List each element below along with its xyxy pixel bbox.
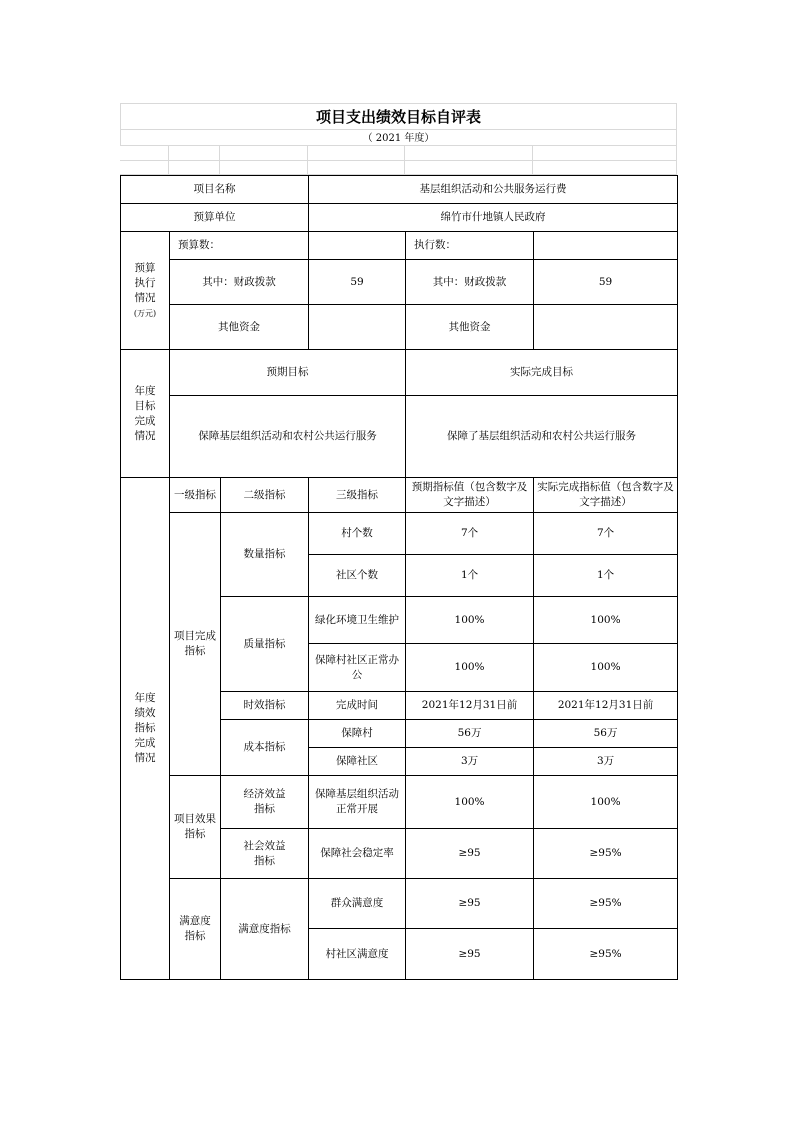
project-name-row [121,176,678,204]
budget-unit-row [121,204,678,232]
group-satisfaction [170,879,221,980]
indicator-name: 社区个数 [309,555,406,597]
expected-goal-text: 保障基层组织活动和农村公共运行服务 [170,396,406,478]
group-completion [170,513,221,776]
fiscal-value: 59 [309,260,406,305]
indicator-expected: ≥95 [406,829,534,879]
sub-quantity: 数量指标 [221,513,309,597]
sub-cost: 成本指标 [221,720,309,776]
indicator-expected: 100% [406,597,534,644]
indicator-expected: 100% [406,644,534,692]
indicator-name: 保障社区 [309,748,406,776]
other-funds-row [121,305,678,350]
indicator-expected: ≥95 [406,879,534,929]
indicators-section-text: 年度绩效指标完成情况 [134,692,156,764]
fiscal-value-exec: 59 [534,260,678,305]
sub-satisfaction: 满意度指标 [221,879,309,980]
indicator-name: 绿化环境卫生维护 [309,597,406,644]
indicator-actual: ≥95% [534,879,678,929]
indicator-name: 群众满意度 [309,879,406,929]
budget-section-unit: (万元) [133,308,157,318]
indicator-name: 保障社会稳定率 [309,829,406,879]
indicator-actual: ≥95% [534,929,678,980]
indicator-expected: 100% [406,776,534,829]
indicator-name: 村社区满意度 [309,929,406,980]
group-effect-text: 项目效果指标 [174,813,216,840]
sub-quality: 质量指标 [221,597,309,692]
evaluation-sheet [120,103,677,980]
other-funds-label: 其他资金 [170,305,309,350]
sub-timeliness: 时效指标 [221,692,309,720]
budget-unit-label: 预算单位 [121,204,309,232]
actual-goal-header: 实际完成目标 [406,350,678,396]
fiscal-label: 其中：财政拨款 [170,260,309,305]
year-label: （ 2021 年度） [120,129,677,146]
sub-economic-text: 经济效益指标 [243,788,286,815]
sub-economic [221,776,309,829]
indicator-actual: 100% [534,776,678,829]
expected-goal-header: 预期目标 [170,350,406,396]
goals-section-label [121,350,170,478]
indicators-header-row [121,478,678,513]
exec-value [534,232,678,260]
indicator-expected: ≥95 [406,929,534,980]
indicator-actual: ≥95% [534,829,678,879]
indicator-expected: 3万 [406,748,534,776]
fiscal-row [121,260,678,305]
col-level2: 二级指标 [221,478,309,513]
indicator-actual: 100% [534,597,678,644]
indicator-expected: 2021年12月31日前 [406,692,534,720]
indicator-actual: 2021年12月31日前 [534,692,678,720]
budget-section-label [121,232,170,350]
grid-line [120,160,677,161]
group-effect [170,776,221,879]
indicators-section-label [121,478,170,980]
sub-social-text: 社会效益指标 [243,839,286,867]
project-name-value: 基层组织活动和公共服务运行费 [309,176,678,204]
project-name-label: 项目名称 [121,176,309,204]
group-completion-text: 项目完成指标 [174,630,216,657]
indicator-expected: 1个 [406,555,534,597]
other-funds-label-exec: 其他资金 [406,305,534,350]
budget-value [309,232,406,260]
table-row [121,776,678,829]
exec-label: 执行数： [406,232,534,260]
indicator-expected: 7个 [406,513,534,555]
table-row [121,879,678,929]
indicator-name-text: 保障基层组织活动正常开展 [315,788,400,815]
goals-header-row [121,350,678,396]
goals-section-text: 年度目标完成情况 [134,384,156,442]
budget-row [121,232,678,260]
indicator-actual: 100% [534,644,678,692]
indicator-actual: 56万 [534,720,678,748]
indicator-actual: 1个 [534,555,678,597]
page-title: 项目支出绩效目标自评表 [120,103,677,129]
sheet-header [120,103,677,175]
other-funds-value-exec [534,305,678,350]
goals-content-row [121,396,678,478]
budget-label: 预算数： [170,232,309,260]
col-level1: 一级指标 [170,478,221,513]
evaluation-table [120,175,678,980]
indicator-actual: 3万 [534,748,678,776]
indicator-name: 保障村社区正常办公 [309,644,406,692]
indicator-name [309,776,406,829]
fiscal-label-exec: 其中：财政拨款 [406,260,534,305]
indicator-name: 村个数 [309,513,406,555]
indicator-name: 完成时间 [309,692,406,720]
budget-section-text: 预算执行情况 [134,261,156,304]
indicator-actual: 7个 [534,513,678,555]
actual-goal-text: 保障了基层组织活动和农村公共运行服务 [406,396,678,478]
col-level3: 三级指标 [309,478,406,513]
other-funds-value [309,305,406,350]
group-satisfaction-text: 满意度指标 [179,915,211,942]
sub-social [221,829,309,879]
budget-unit-value: 绵竹市什地镇人民政府 [309,204,678,232]
col-actual: 实际完成指标值（包含数字及文字描述） [534,478,678,513]
table-row [121,513,678,555]
indicator-name: 保障村 [309,720,406,748]
col-expected: 预期指标值（包含数字及文字描述） [406,478,534,513]
indicator-expected: 56万 [406,720,534,748]
